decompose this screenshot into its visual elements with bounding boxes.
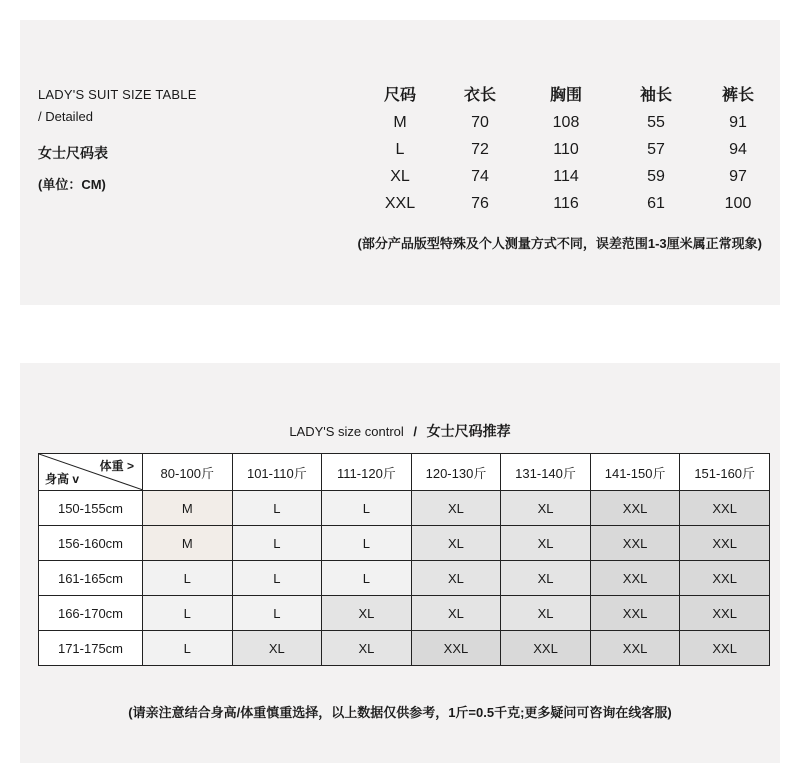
size-table-unit: (单位：CM) [38,177,106,192]
size-recommendation-cell: L [232,596,322,631]
size-table-cell: 57 [647,141,665,158]
size-recommendation-cell: XXL [680,491,770,526]
size-table-header-cell: 袖长 [639,87,672,104]
table-row [39,561,770,596]
size-table-cell: 76 [471,195,489,212]
size-table-cell: 55 [647,114,665,131]
size-recommendation-cell: XXL [590,596,680,631]
size-recommendation-cell: XL [411,491,501,526]
size-recommendation-cell: XXL [680,526,770,561]
size-table-cell: 94 [729,141,747,158]
height-label-cell: 156-160cm [39,526,143,561]
size-table-cell: 59 [647,168,665,185]
table-row [39,491,770,526]
size-table-cell: M [393,114,407,131]
size-table-panel [20,20,780,305]
size-table-cell: 72 [471,141,489,158]
size-table-cell: 91 [729,114,747,131]
size-table-cell: 70 [471,114,489,131]
table-row [39,596,770,631]
size-control-title-en: LADY'S size control [289,424,404,439]
size-table-header-cell: 胸围 [549,87,582,104]
size-recommendation-cell: L [143,561,233,596]
size-recommendation-cell: XXL [590,526,680,561]
corner-height-label: 身高 v [45,472,80,486]
table-row [39,526,770,561]
size-table-cell: XXL [384,195,416,212]
size-control-header-row [39,454,770,491]
size-recommendation-cell: XXL [680,596,770,631]
size-table-cell: 97 [729,168,747,185]
size-recommendation-cell: XL [501,491,591,526]
size-table-title-zh: 女士尺码表 [38,145,108,161]
size-table-cell: 100 [724,195,752,212]
size-recommendation-cell: L [232,491,322,526]
size-recommendation-cell: L [322,491,412,526]
size-table-header-cell: 裤长 [721,87,754,104]
size-control-title [20,421,780,441]
weight-header-cell: 141-150斤 [590,454,680,491]
size-recommendation-cell: XL [411,561,501,596]
size-recommendation-cell: M [143,491,233,526]
size-table-row [342,140,762,167]
size-control-title-separator: / [413,424,418,439]
size-table-grid [342,86,762,221]
height-label-cell: 150-155cm [39,491,143,526]
size-recommendation-cell: XL [322,596,412,631]
size-recommendation-cell: L [322,561,412,596]
size-table-title-en: LADY'S SUIT SIZE TABLE [38,87,197,102]
size-table-row [342,113,762,140]
size-table-cell: 61 [647,195,665,212]
size-recommendation-cell: XL [411,596,501,631]
size-table-row [342,194,762,221]
size-recommendation-cell: XXL [590,631,680,666]
size-recommendation-cell: L [232,561,322,596]
size-control-title-zh: 女士尺码推荐 [426,423,511,439]
size-recommendation-cell: XXL [680,561,770,596]
weight-header-cell: 101-110斤 [232,454,322,491]
size-control-panel [20,363,780,763]
weight-header-cell: 151-160斤 [680,454,770,491]
size-recommendation-cell: L [322,526,412,561]
size-table-cell: 110 [553,141,579,158]
size-recommendation-cell: L [232,526,322,561]
size-control-table [38,453,770,666]
size-table-cell: 74 [471,168,489,185]
size-recommendation-cell: XL [501,526,591,561]
size-recommendation-cell: XL [501,561,591,596]
size-recommendation-cell: M [143,526,233,561]
size-recommendation-cell: XXL [680,631,770,666]
table-row [39,631,770,666]
size-table-cell: XL [390,168,410,185]
height-label-cell: 166-170cm [39,596,143,631]
size-recommendation-cell: XXL [411,631,501,666]
size-recommendation-cell: XL [322,631,412,666]
size-table-note: (部分产品版型特殊及个人测量方式不同，误差范围1-3厘米属正常现象) [357,236,762,251]
corner-weight-label: 体重 > [99,459,134,473]
weight-header-cell: 131-140斤 [501,454,591,491]
weight-header-cell: 80-100斤 [143,454,233,491]
size-control-corner-cell [39,454,143,491]
size-recommendation-cell: XL [232,631,322,666]
size-table-cell: 108 [552,114,580,131]
weight-header-cell: 111-120斤 [322,454,412,491]
size-recommendation-cell: XL [501,596,591,631]
size-recommendation-cell: L [143,596,233,631]
size-table-row [342,167,762,194]
size-table-cell: 116 [553,195,579,212]
height-label-cell: 171-175cm [39,631,143,666]
size-table-subtitle-en: / Detailed [38,109,93,124]
size-table-header-row [342,86,762,113]
size-control-note: (请亲注意结合身高/体重慎重选择，以上数据仅供参考，1斤=0.5千克;更多疑问可咨询在线客服) [128,705,672,720]
size-recommendation-cell: XL [411,526,501,561]
size-table-cell: L [395,141,405,158]
height-label-cell: 161-165cm [39,561,143,596]
weight-header-cell: 120-130斤 [411,454,501,491]
size-table-header-cell: 衣长 [463,87,496,104]
size-table-cell: 114 [553,168,579,185]
size-table-header-cell: 尺码 [383,87,416,104]
size-recommendation-cell: L [143,631,233,666]
size-recommendation-cell: XXL [590,561,680,596]
size-recommendation-cell: XXL [590,491,680,526]
size-recommendation-cell: XXL [501,631,591,666]
